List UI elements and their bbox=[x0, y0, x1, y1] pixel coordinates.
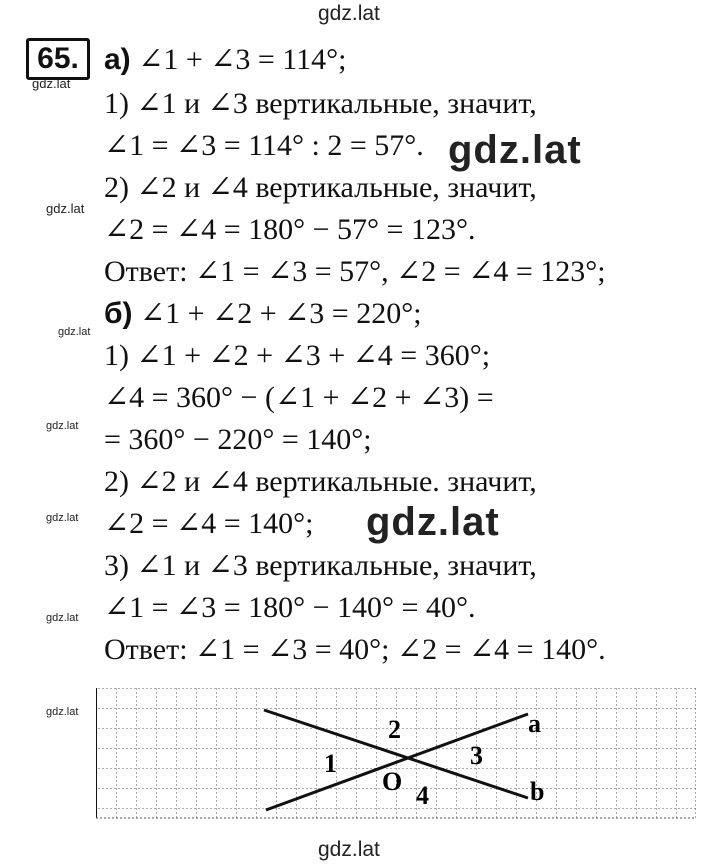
part-b-step3-title: 3) ∠1 и ∠3 вертикальные, значит, bbox=[104, 549, 537, 582]
part-a-step2-calc: ∠2 = ∠4 = 180° − 57° = 123°. bbox=[104, 213, 476, 246]
label-angle-1: 1 bbox=[324, 749, 337, 778]
watermark-big: gdz.lat bbox=[448, 128, 582, 172]
part-b-step2-title: 2) ∠2 и ∠4 вертикальные. значит, bbox=[104, 465, 537, 498]
part-a-answer: Ответ: ∠1 = ∠3 = 57°, ∠2 = ∠4 = 123°; bbox=[104, 255, 606, 288]
watermark-left: gdz.lat bbox=[46, 612, 79, 624]
watermark-top: gdz.lat bbox=[318, 2, 380, 25]
part-b-step1-title: 1) ∠1 + ∠2 + ∠3 + ∠4 = 360°; bbox=[104, 339, 491, 372]
part-b-given-line bbox=[104, 296, 422, 332]
part-b-given: ∠1 + ∠2 + ∠3 = 220°; bbox=[140, 297, 422, 330]
problem-number: 65. bbox=[26, 38, 90, 80]
grid-diagram bbox=[96, 688, 696, 828]
watermark-left: gdz.lat bbox=[46, 420, 79, 432]
part-b-step3-calc: ∠1 = ∠3 = 180° − 140° = 40°. bbox=[104, 591, 476, 624]
part-b-answer: Ответ: ∠1 = ∠3 = 40°; ∠2 = ∠4 = 140°. bbox=[104, 633, 606, 666]
part-b-label: б) bbox=[104, 297, 133, 330]
part-b-step1-calc1: ∠4 = 360° − (∠1 + ∠2 + ∠3) = bbox=[104, 381, 494, 414]
label-point-o: O bbox=[382, 767, 403, 796]
part-a-step1-title: 1) ∠1 и ∠3 вертикальные, значит, bbox=[104, 87, 537, 120]
label-angle-4: 4 bbox=[416, 781, 429, 810]
part-b-step1-calc2: = 360° − 220° = 140°; bbox=[104, 423, 372, 456]
label-angle-3: 3 bbox=[470, 741, 483, 770]
watermark-left: gdz.lat bbox=[46, 201, 85, 216]
figure bbox=[96, 688, 696, 833]
watermark-left: gdz.lat bbox=[46, 706, 79, 718]
watermark-left: gdz.lat bbox=[32, 76, 71, 91]
label-line-a: a bbox=[528, 709, 541, 738]
watermark-left: gdz.lat bbox=[58, 326, 91, 338]
part-b-step2-calc: ∠2 = ∠4 = 140°; bbox=[104, 507, 314, 540]
part-a-step1-calc: ∠1 = ∠3 = 114° : 2 = 57°. bbox=[104, 129, 424, 162]
label-line-b: b bbox=[530, 777, 545, 806]
watermark-bottom: gdz.lat bbox=[318, 838, 380, 861]
part-a-step2-title: 2) ∠2 и ∠4 вертикальные, значит, bbox=[104, 171, 537, 204]
watermark-big: gdz.lat bbox=[366, 500, 500, 544]
part-a-given-line bbox=[104, 42, 347, 78]
watermark-left: gdz.lat bbox=[46, 512, 79, 524]
part-a-given: ∠1 + ∠3 = 114°; bbox=[138, 43, 347, 76]
part-a-label: а) bbox=[104, 43, 131, 76]
label-angle-2: 2 bbox=[388, 715, 401, 744]
